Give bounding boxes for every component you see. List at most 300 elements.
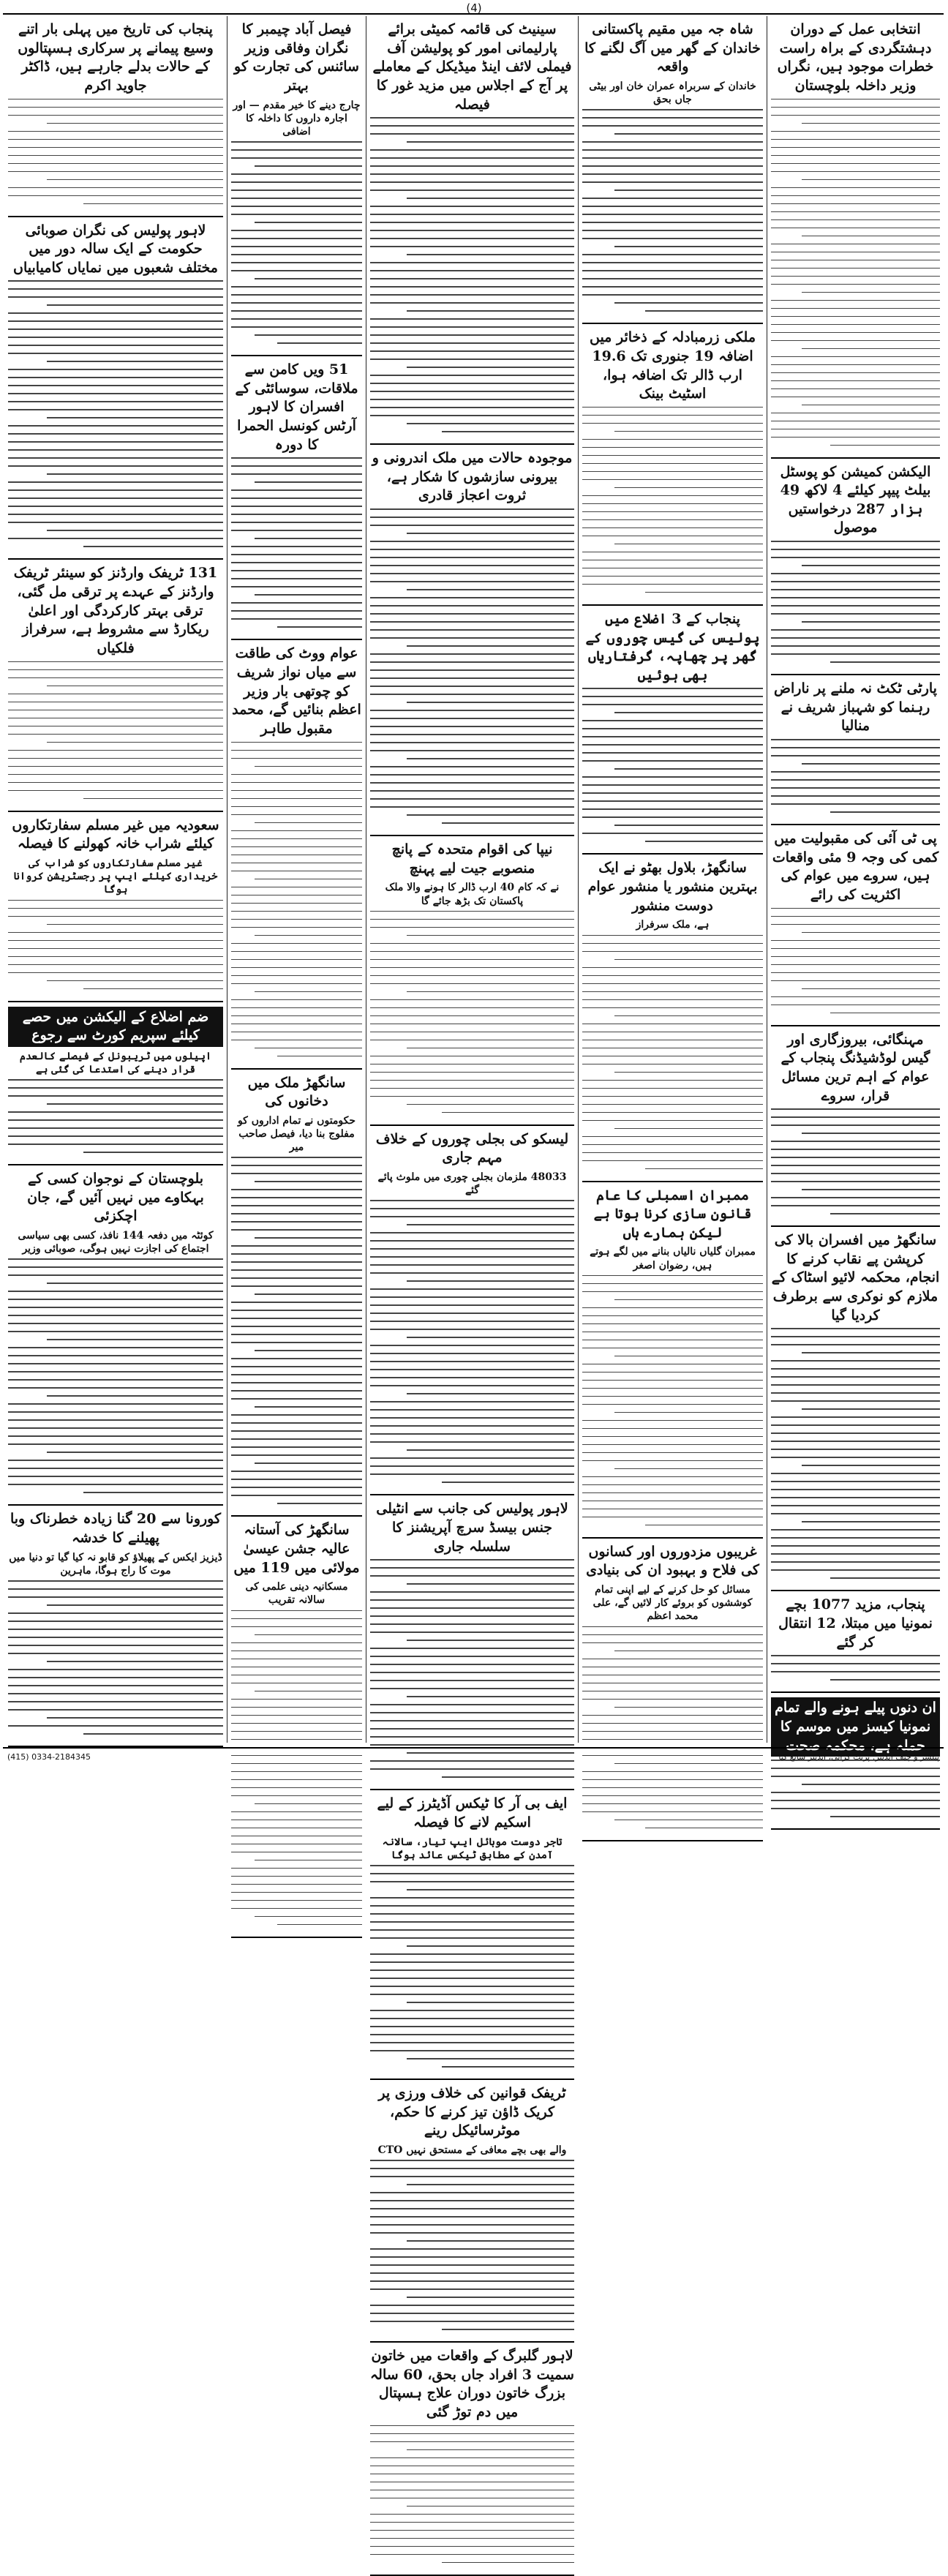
body-text-line — [231, 798, 362, 800]
body-text-line — [582, 1283, 763, 1285]
body-text-line — [802, 292, 940, 293]
body-text-line — [370, 1007, 574, 1009]
body-text-line — [370, 358, 574, 360]
body-text-line — [231, 975, 362, 977]
body-text-line — [8, 1411, 223, 1413]
body-text-line — [582, 1420, 763, 1422]
body-text-line — [582, 1348, 763, 1349]
body-text-line — [370, 2272, 574, 2274]
body-text-line — [582, 1152, 763, 1154]
body-text-line — [8, 677, 223, 679]
body-text-line — [47, 742, 223, 743]
body-text-line — [370, 525, 574, 526]
body-text-line — [370, 391, 574, 392]
body-text-line — [582, 1136, 763, 1138]
body-text-line — [614, 1015, 763, 1017]
body-text-line — [231, 1205, 362, 1206]
body-text-line — [771, 211, 940, 213]
body-text-line — [771, 916, 940, 917]
body-text-line — [370, 318, 574, 320]
body-text-line — [802, 236, 940, 237]
body-text-line — [771, 324, 940, 326]
body-text-line — [771, 653, 940, 655]
body-text-line — [8, 345, 223, 346]
story-body-text — [231, 141, 362, 344]
body-text-line — [771, 589, 940, 590]
body-text-line — [771, 1505, 940, 1506]
body-text-line — [407, 310, 574, 312]
body-text-line — [582, 222, 763, 223]
body-text-line — [255, 1048, 362, 1049]
body-text-line — [370, 2482, 574, 2483]
body-text-line — [771, 1400, 940, 1402]
body-text-line — [771, 1497, 940, 1498]
body-text-line — [771, 1808, 940, 1809]
body-text-line — [8, 401, 223, 402]
story-deck: ہے، ملک سرفراز — [636, 919, 710, 931]
body-text-line — [231, 1471, 362, 1472]
body-text-line — [771, 1800, 940, 1801]
body-text-line — [771, 1376, 940, 1378]
body-text-line — [231, 838, 362, 840]
body-text-line — [370, 517, 574, 518]
body-text-line — [442, 1482, 574, 1483]
body-text-line — [582, 1787, 763, 1789]
body-text-line — [8, 1095, 223, 1097]
body-text-line — [582, 1056, 763, 1057]
story-body-text — [231, 742, 362, 1057]
story-body-text — [582, 935, 763, 1170]
body-text-line — [582, 720, 763, 721]
news-story — [582, 855, 763, 1182]
body-text-line — [8, 1127, 223, 1129]
body-text-line — [231, 1302, 362, 1303]
story-headline: لاہور گلبرگ کے واقعات میں خاتون سمیت 3 افراد جاں بحق، 60 سالہ بزرگ خاتون دوران علاج ہسپتال میں دم توڑ گئی — [370, 2348, 574, 2421]
body-text-line — [802, 763, 940, 765]
body-text-line — [8, 1435, 223, 1437]
body-text-line — [370, 1881, 574, 1882]
news-story — [370, 1790, 574, 2080]
body-text-line — [8, 1653, 223, 1654]
body-text-line — [370, 806, 574, 808]
body-text-line — [370, 2530, 574, 2531]
body-text-line — [47, 1661, 223, 1662]
body-text-line — [231, 1189, 362, 1190]
body-text-line — [8, 385, 223, 386]
body-text-line — [771, 332, 940, 334]
body-text-line — [370, 1080, 574, 1081]
body-text-line — [370, 1473, 574, 1475]
body-text-line — [231, 951, 362, 953]
story-deck: ممبران گلیاں نالیاں بنانے میں لگے ہوتے ہیں، رضوان اصغر — [590, 1246, 756, 1272]
body-text-line — [582, 1683, 763, 1684]
news-story — [771, 1026, 940, 1228]
body-text-line — [582, 278, 763, 279]
body-text-line — [771, 1473, 940, 1474]
body-text-line — [231, 1771, 362, 1773]
body-text-line — [370, 1216, 574, 1217]
body-text-line — [771, 605, 940, 607]
body-text-line — [771, 747, 940, 748]
body-text-line — [231, 1495, 362, 1496]
body-text-line — [231, 465, 362, 467]
body-text-line — [370, 2026, 574, 2027]
body-text-line — [614, 1651, 763, 1652]
body-text-line — [370, 1040, 574, 1041]
body-text-line — [231, 1479, 362, 1480]
body-text-line — [231, 262, 362, 263]
body-text-line — [231, 1618, 362, 1620]
body-text-line — [370, 2010, 574, 2011]
body-text-line — [370, 181, 574, 183]
body-text-line — [370, 278, 574, 279]
body-text-line — [8, 312, 223, 314]
body-text-line — [231, 1245, 362, 1247]
body-text-line — [771, 1424, 940, 1426]
body-text-line — [370, 246, 574, 247]
body-text-line — [231, 1487, 362, 1488]
body-text-line — [582, 1064, 763, 1065]
body-text-line — [802, 1465, 940, 1466]
news-column-2 — [578, 16, 767, 1743]
body-text-line — [370, 206, 574, 207]
body-text-line — [771, 581, 940, 582]
story-headline: سینیٹ کی قائمہ کمیٹی برائے پارلیمانی امور کو پولیشن آف فیملی لائف اینڈ میڈیکل کے معاملے پر آج کے اجلاس میں مزید غور کا فیصلہ — [372, 21, 572, 113]
body-text-line — [370, 927, 574, 928]
body-text-line — [231, 846, 362, 848]
body-text-line — [771, 779, 940, 781]
body-text-line — [370, 2514, 574, 2515]
body-text-line — [370, 1288, 574, 1290]
news-story — [370, 836, 574, 1126]
news-story — [8, 812, 223, 1002]
body-text-line — [582, 527, 763, 529]
body-text-line — [582, 503, 763, 505]
body-text-line — [771, 1328, 940, 1329]
body-text-line — [407, 1104, 574, 1105]
body-text-line — [47, 1452, 223, 1453]
body-text-line — [771, 795, 940, 797]
body-text-line — [582, 1715, 763, 1716]
body-text-line — [370, 2321, 574, 2322]
story-deck: خاندان کے سربراہ عمران خان اور بیٹی جاں بحق — [589, 80, 756, 106]
news-column-5 — [4, 16, 227, 1743]
news-story — [771, 825, 940, 1026]
body-text-line — [8, 1709, 223, 1711]
body-text-line — [370, 117, 574, 119]
body-text-line — [370, 1953, 574, 1955]
body-text-line — [771, 1368, 940, 1370]
body-text-line — [370, 661, 574, 663]
body-text-line — [582, 1444, 763, 1446]
body-text-line — [370, 1200, 574, 1201]
body-text-line — [231, 1795, 362, 1797]
body-text-line — [582, 1340, 763, 1341]
body-text-line — [771, 1360, 940, 1362]
body-text-line — [370, 669, 574, 671]
body-text-line — [370, 573, 574, 574]
body-text-line — [771, 549, 940, 550]
body-text-line — [582, 800, 763, 802]
body-text-line — [370, 2554, 574, 2556]
body-text-line — [614, 712, 763, 713]
body-text-line — [830, 661, 940, 663]
body-text-line — [370, 549, 574, 550]
body-text-line — [370, 613, 574, 615]
body-text-line — [582, 1040, 763, 1041]
body-text-line — [802, 1189, 940, 1190]
body-text-line — [231, 895, 362, 896]
body-text-line — [771, 613, 940, 615]
body-text-line — [231, 1342, 362, 1343]
body-text-line — [370, 2160, 574, 2161]
body-text-line — [231, 473, 362, 475]
body-text-line — [407, 758, 574, 759]
body-text-line — [407, 1696, 574, 1697]
body-text-line — [8, 1596, 223, 1598]
body-text-line — [370, 189, 574, 191]
body-text-line — [370, 710, 574, 711]
body-text-line — [370, 1096, 574, 1097]
body-text-line — [231, 855, 362, 856]
body-text-line — [582, 286, 763, 288]
body-text-line — [771, 1416, 940, 1418]
body-text-line — [370, 798, 574, 800]
body-text-line — [582, 935, 763, 936]
story-headline: سانگھڑ ملک میں دخانوں کی — [247, 1074, 346, 1110]
body-text-line — [370, 1409, 574, 1411]
body-text-line — [771, 195, 940, 197]
story-body-text — [582, 1626, 763, 1829]
body-text-line — [83, 1152, 223, 1153]
story-headline: پارٹی ٹکٹ نہ ملنے پر ناراض رہنما کو شہباز شریف نے منالیا — [774, 680, 937, 735]
body-text-line — [370, 2018, 574, 2019]
body-text-line — [582, 1096, 763, 1097]
news-story — [231, 640, 362, 1069]
story-body-text — [8, 661, 223, 800]
body-text-line — [370, 1361, 574, 1362]
story-body-text — [370, 1559, 574, 1778]
body-text-line — [231, 1032, 362, 1033]
story-body-text — [370, 1200, 574, 1483]
body-text-line — [231, 903, 362, 904]
news-story — [582, 1182, 763, 1539]
body-text-line — [231, 294, 362, 296]
body-text-line — [370, 1401, 574, 1402]
body-text-line — [614, 1412, 763, 1413]
body-text-line — [370, 326, 574, 328]
body-text-line — [771, 380, 940, 382]
story-body-text — [370, 508, 574, 824]
news-story — [370, 1126, 574, 1496]
body-text-line — [231, 919, 362, 920]
body-text-line — [231, 830, 362, 832]
body-text-line — [370, 2522, 574, 2523]
body-text-line — [802, 565, 940, 566]
story-headline: پنجاب، مزید 1077 بچے نمونیا میں مبتلا، 12 انتقال کر گئے — [778, 1596, 933, 1651]
body-text-line — [370, 1897, 574, 1899]
body-text-line — [8, 1299, 223, 1300]
body-text-line — [8, 155, 223, 157]
body-text-line — [370, 2546, 574, 2547]
body-text-line — [582, 270, 763, 271]
news-column-4 — [227, 16, 366, 1743]
body-text-line — [8, 948, 223, 950]
body-text-line — [370, 1240, 574, 1242]
body-text-line — [370, 734, 574, 735]
body-text-line — [370, 637, 574, 639]
body-text-line — [582, 1779, 763, 1781]
body-text-line — [771, 940, 940, 942]
body-text-line — [8, 1637, 223, 1638]
body-text-line — [370, 1208, 574, 1209]
body-text-line — [370, 790, 574, 792]
body-text-line — [582, 1428, 763, 1430]
body-text-line — [442, 431, 574, 432]
body-text-line — [614, 1072, 763, 1073]
body-text-line — [370, 1599, 574, 1601]
body-text-line — [8, 506, 223, 507]
body-text-line — [231, 863, 362, 864]
body-text-line — [231, 489, 362, 491]
body-text-line — [582, 125, 763, 127]
body-text-line — [370, 350, 574, 352]
news-story — [771, 459, 940, 676]
body-text-line — [614, 189, 763, 191]
body-text-line — [231, 157, 362, 159]
body-text-line — [614, 487, 763, 489]
body-text-line — [370, 2034, 574, 2035]
body-text-line — [370, 1921, 574, 1923]
body-text-line — [582, 1032, 763, 1033]
news-story — [8, 217, 223, 560]
body-text-line — [8, 1379, 223, 1381]
body-text-line — [8, 1580, 223, 1582]
body-text-line — [370, 302, 574, 304]
body-text-line — [771, 924, 940, 925]
body-text-line — [370, 1024, 574, 1025]
body-text-line — [370, 677, 574, 679]
body-text-line — [370, 214, 574, 215]
body-text-line — [771, 437, 940, 438]
body-text-line — [614, 431, 763, 432]
body-text-line — [231, 578, 362, 579]
body-text-line — [771, 356, 940, 358]
story-headline: پی ٹی آئی کی مقبولیت میں کمی کی وجہ 9 مئی واقعات ہیں، سروے میں عوام کی اکثریت کی رائے — [772, 830, 939, 903]
body-text-line — [771, 1513, 940, 1514]
story-headline: فیصل آباد چیمبر کا نگران وفاقی وزیر سائنس کی تجارت کو بہتر — [234, 21, 359, 94]
news-story — [8, 1165, 223, 1506]
story-deck: ڈیزیز ایکس کے پھیلاؤ کو قابو نہ کیا گیا تو دنیا میں موت کا راج ہوگا، ماہرین — [9, 1551, 222, 1577]
body-text-line — [255, 334, 362, 336]
body-text-line — [370, 173, 574, 175]
body-text-line — [370, 342, 574, 344]
body-text-line — [771, 980, 940, 982]
body-text-line — [582, 1476, 763, 1478]
story-headline: بلوچستان کے نوجوان کسی کے بہکاوے میں نہیں آئیں گے، جان اچکزئی — [27, 1171, 204, 1225]
news-story — [582, 16, 763, 324]
body-text-line — [771, 1392, 940, 1394]
body-text-line — [8, 694, 223, 695]
body-text-line — [231, 1430, 362, 1432]
body-text-line — [582, 407, 763, 408]
body-text-line — [645, 841, 763, 842]
body-text-line — [370, 1623, 574, 1625]
body-text-line — [645, 1828, 763, 1829]
body-text-line — [47, 980, 223, 982]
body-text-line — [370, 1961, 574, 1963]
body-text-line — [370, 959, 574, 961]
body-text-line — [582, 1080, 763, 1081]
body-text-line — [370, 1369, 574, 1370]
story-headline: ضم اضلاع کے الیکشن میں حصے کیلئے سپریم کورٹ سے رجوع — [8, 1007, 223, 1047]
body-text-line — [802, 988, 940, 990]
body-text-line — [802, 932, 940, 934]
body-text-line — [370, 415, 574, 416]
body-text-line — [370, 718, 574, 719]
body-text-line — [231, 871, 362, 872]
body-text-line — [255, 222, 362, 223]
body-text-line — [255, 935, 362, 936]
body-text-line — [582, 736, 763, 737]
body-text-line — [231, 570, 362, 571]
body-text-line — [407, 533, 574, 534]
body-text-line — [771, 171, 940, 173]
body-text-line — [231, 1852, 362, 1853]
body-text-line — [231, 911, 362, 912]
body-text-line — [771, 637, 940, 639]
body-text-line — [582, 1112, 763, 1114]
body-text-line — [255, 594, 362, 596]
body-text-line — [771, 803, 940, 805]
body-text-line — [231, 1221, 362, 1223]
body-text-line — [407, 1640, 574, 1641]
news-column-1 — [767, 16, 944, 1754]
body-text-line — [231, 310, 362, 312]
body-text-line — [370, 1425, 574, 1427]
body-text-line — [582, 511, 763, 513]
story-deck: والے بھی بچے معافی کے مستحق نہیں CTO — [377, 2144, 567, 2156]
body-text-line — [370, 2200, 574, 2201]
body-text-line — [231, 959, 362, 961]
body-text-line — [231, 246, 362, 247]
body-text-line — [407, 2297, 574, 2298]
body-text-line — [582, 1626, 763, 1628]
body-text-line — [8, 1371, 223, 1373]
body-text-line — [370, 1615, 574, 1617]
body-text-line — [407, 2184, 574, 2185]
body-text-line — [277, 342, 362, 344]
body-text-line — [370, 1656, 574, 1657]
story-body-text — [771, 908, 940, 1014]
body-text-line — [582, 560, 763, 561]
body-text-line — [255, 1237, 362, 1239]
body-text-line — [370, 1688, 574, 1689]
body-text-line — [370, 1865, 574, 1866]
body-text-line — [370, 2288, 574, 2290]
body-text-line — [582, 1291, 763, 1293]
body-text-line — [8, 481, 223, 483]
body-text-line — [83, 1733, 223, 1735]
body-text-line — [802, 348, 940, 350]
body-text-line — [771, 1005, 940, 1006]
body-text-line — [370, 686, 574, 687]
body-text-line — [8, 1258, 223, 1260]
body-text-line — [582, 696, 763, 697]
body-text-line — [802, 621, 940, 623]
body-text-line — [8, 1629, 223, 1630]
body-text-line — [370, 2050, 574, 2051]
